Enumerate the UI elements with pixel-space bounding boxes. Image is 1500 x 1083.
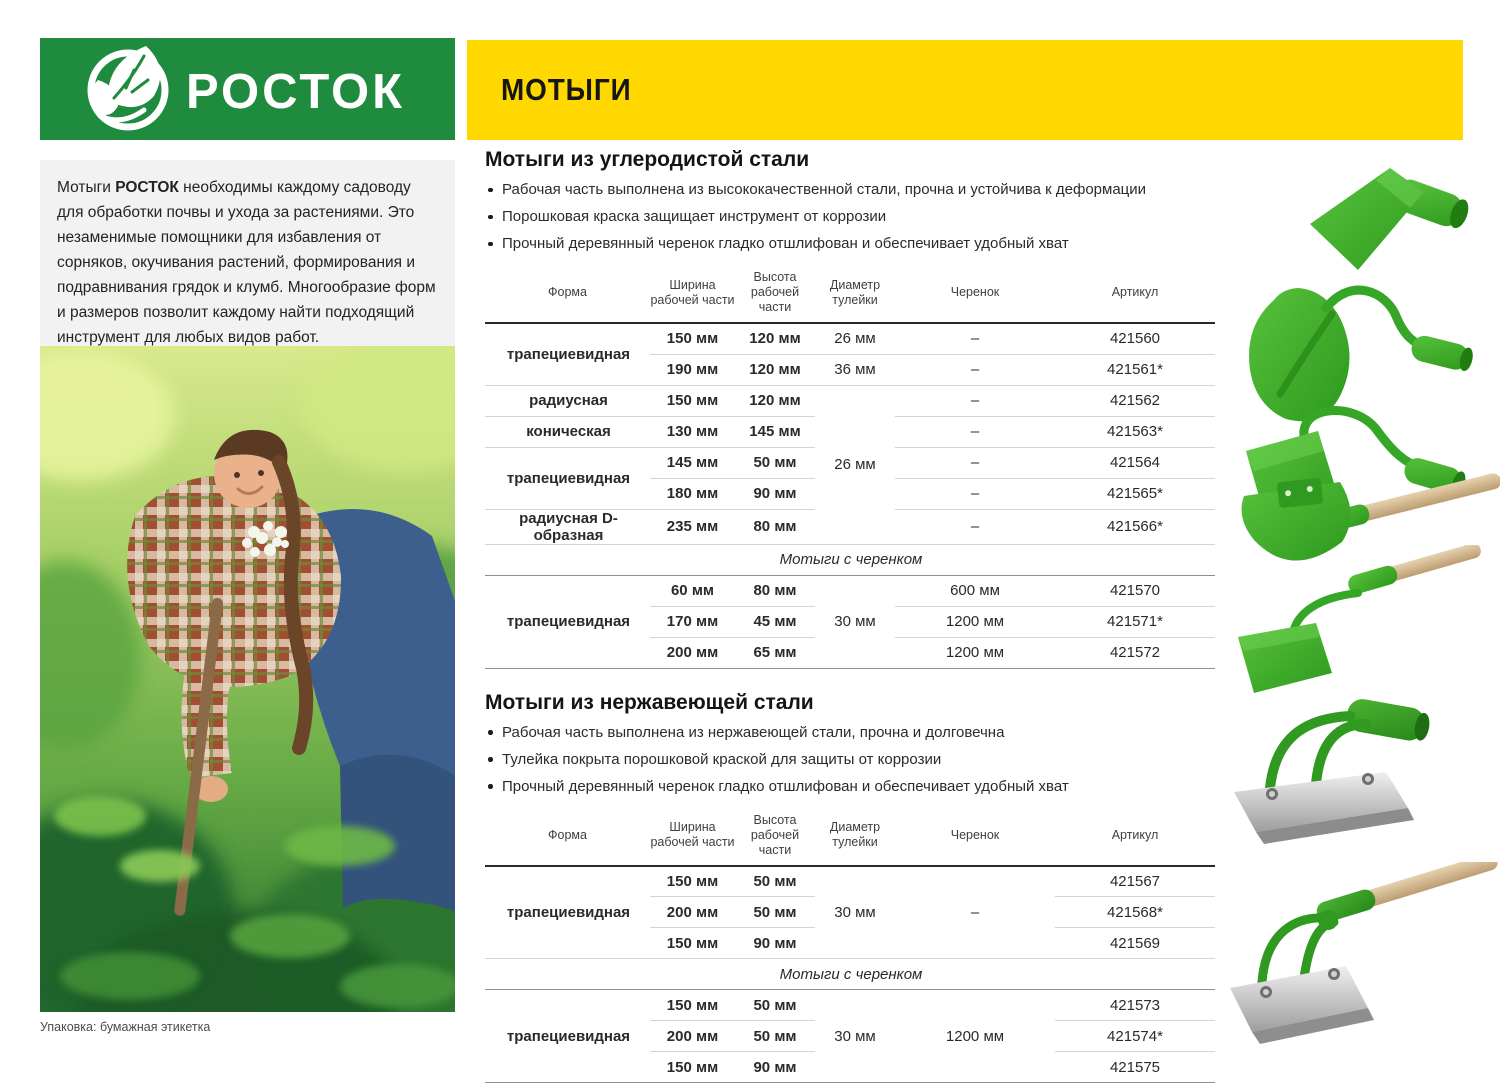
table-cell: 45 мм: [735, 606, 815, 637]
table-cell: 235 мм: [650, 509, 735, 544]
table-cell: 145 мм: [650, 447, 735, 478]
spec-table-stainless: [485, 808, 1215, 1083]
table-cell: 200 мм: [650, 897, 735, 928]
column-header: Ширина рабочей части: [650, 265, 735, 323]
table-cell: 80 мм: [735, 509, 815, 544]
bullet-item: Прочный деревянный черенок гладко отшлифован и обеспечивает удобный хват: [485, 230, 1215, 257]
table-row: [485, 575, 1215, 606]
intro-brand-bold: РОСТОК: [115, 179, 179, 196]
table-cell: 65 мм: [735, 637, 815, 668]
table-subheader-cell: Мотыги с черенком: [485, 544, 1215, 575]
brand-name: РОСТОК: [186, 65, 405, 119]
table-cell: 30 мм: [815, 866, 895, 959]
table-cell: трапециевидная: [485, 990, 650, 1083]
table-cell: 421568*: [1055, 897, 1215, 928]
table-cell: радиусная D-образная: [485, 509, 650, 544]
intro-paragraph: [57, 175, 438, 350]
table-cell: 90 мм: [735, 478, 815, 509]
column-header: Высота рабочей части: [735, 265, 815, 323]
table-cell: радиусная: [485, 385, 650, 416]
table-cell: 150 мм: [650, 990, 735, 1021]
table-subheader-cell: Мотыги с черенком: [485, 959, 1215, 990]
table-cell: 421567: [1055, 866, 1215, 897]
table-header-row: [485, 808, 1215, 866]
table-cell: –: [895, 416, 1055, 447]
column-header: Форма: [485, 265, 650, 323]
table-cell: –: [895, 509, 1055, 544]
table-cell: 50 мм: [735, 990, 815, 1021]
table-cell: 421569: [1055, 928, 1215, 959]
table-cell: 50 мм: [735, 866, 815, 897]
table-cell: 50 мм: [735, 897, 815, 928]
intro-text-run: необходимы каждому садоводу для обработки почвы и ухода за растениями. Это незаменимые помощники для избавления от сорняков, окучивания растений, формирования и подравнивания грядок и клумб. Многообразие форм и размеров позволит каждому найти подходящий инструмент для любых видов работ.: [57, 179, 436, 346]
bullet-item: Прочный деревянный черенок гладко отшлифован и обеспечивает удобный хват: [485, 773, 1215, 800]
table-cell: трапециевидная: [485, 575, 650, 668]
section-heading: Мотыги из углеродистой стали: [485, 148, 1215, 172]
table-subheader-row: [485, 959, 1215, 990]
table-cell: 421565*: [1055, 478, 1215, 509]
catalog-content: [485, 148, 1215, 1083]
brand-logo: [40, 38, 455, 140]
table-cell: 421564: [1055, 447, 1215, 478]
table-cell: 50 мм: [735, 1021, 815, 1052]
table-cell: –: [895, 478, 1055, 509]
table-cell: 30 мм: [815, 575, 895, 668]
brand-logo-banner: [40, 38, 455, 140]
table-cell: трапециевидная: [485, 866, 650, 959]
bullet-item: Порошковая краска защищает инструмент от коррозии: [485, 203, 1215, 230]
table-cell: 150 мм: [650, 928, 735, 959]
table-cell: 421563*: [1055, 416, 1215, 447]
table-cell: 60 мм: [650, 575, 735, 606]
table-cell: 200 мм: [650, 1021, 735, 1052]
table-cell: 421562: [1055, 385, 1215, 416]
table-cell: –: [895, 354, 1055, 385]
table-cell: –: [895, 323, 1055, 354]
table-cell: 600 мм: [895, 575, 1055, 606]
table-cell: 421575: [1055, 1052, 1215, 1083]
section-heading: Мотыги из нержавеющей стали: [485, 691, 1215, 715]
table-cell: 50 мм: [735, 447, 815, 478]
section-stainless-steel: [485, 691, 1215, 1083]
table-cell: 421572: [1055, 637, 1215, 668]
table-row: [485, 990, 1215, 1021]
table-cell: 170 мм: [650, 606, 735, 637]
column-header: Черенок: [895, 265, 1055, 323]
table-cell: 190 мм: [650, 354, 735, 385]
table-cell: 421574*: [1055, 1021, 1215, 1052]
table-cell: трапециевидная: [485, 323, 650, 385]
table-cell: 421561*: [1055, 354, 1215, 385]
table-row: [485, 866, 1215, 897]
table-cell: 90 мм: [735, 928, 815, 959]
table-cell: 421560: [1055, 323, 1215, 354]
table-cell: 421573: [1055, 990, 1215, 1021]
column-header: Черенок: [895, 808, 1055, 866]
table-cell: 26 мм: [815, 385, 895, 544]
column-header: Высота рабочей части: [735, 808, 815, 866]
table-cell: 80 мм: [735, 575, 815, 606]
table-cell: 150 мм: [650, 1052, 735, 1083]
table-cell: 150 мм: [650, 385, 735, 416]
table-cell: 145 мм: [735, 416, 815, 447]
page-title-banner: [467, 40, 1463, 140]
table-cell: 421571*: [1055, 606, 1215, 637]
bullet-item: Рабочая часть выполнена из высококачественной стали, прочна и устойчива к деформации: [485, 176, 1215, 203]
table-cell: коническая: [485, 416, 650, 447]
table-header-row: [485, 265, 1215, 323]
table-cell: 36 мм: [815, 354, 895, 385]
table-cell: 150 мм: [650, 323, 735, 354]
table-cell: 30 мм: [815, 990, 895, 1083]
table-cell: 421570: [1055, 575, 1215, 606]
table-cell: трапециевидная: [485, 447, 650, 509]
column-header: Ширина рабочей части: [650, 808, 735, 866]
product-photo-stainless-stirrup-hoe: [1226, 680, 1436, 865]
page-title: МОТЫГИ: [501, 72, 632, 108]
table-row: [485, 323, 1215, 354]
table-cell: 180 мм: [650, 478, 735, 509]
table-cell: 1200 мм: [895, 637, 1055, 668]
column-header: Диаметр тулейки: [815, 808, 895, 866]
table-cell: 26 мм: [815, 323, 895, 354]
intro-box: [40, 160, 455, 346]
table-cell: 1200 мм: [895, 990, 1055, 1083]
table-subheader-row: [485, 544, 1215, 575]
spec-table-carbon: [485, 265, 1215, 669]
product-photo-stainless-stirrup-hoe-with-handle: [1226, 862, 1500, 1060]
table-cell: –: [895, 866, 1055, 959]
feature-list: [485, 176, 1215, 257]
column-header: Артикул: [1055, 808, 1215, 866]
bullet-item: Рабочая часть выполнена из нержавеющей стали, прочна и долговечна: [485, 719, 1215, 746]
table-cell: –: [895, 447, 1055, 478]
table-cell: 120 мм: [735, 323, 815, 354]
table-cell: 120 мм: [735, 385, 815, 416]
section-carbon-steel: [485, 148, 1215, 669]
table-cell: 130 мм: [650, 416, 735, 447]
table-cell: 150 мм: [650, 866, 735, 897]
table-cell: 421566*: [1055, 509, 1215, 544]
table-cell: 120 мм: [735, 354, 815, 385]
garden-photo: [40, 346, 455, 1012]
table-cell: 90 мм: [735, 1052, 815, 1083]
feature-list: [485, 719, 1215, 800]
table-cell: 1200 мм: [895, 606, 1055, 637]
table-cell: –: [895, 385, 1055, 416]
packaging-caption: Упаковка: бумажная этикетка: [40, 1020, 210, 1034]
table-cell: 200 мм: [650, 637, 735, 668]
column-header: Диаметр тулейки: [815, 265, 895, 323]
table-row: [485, 385, 1215, 416]
intro-text-run: Мотыги: [57, 179, 115, 196]
column-header: Форма: [485, 808, 650, 866]
bullet-item: Тулейка покрыта порошковой краской для защиты от коррозии: [485, 746, 1215, 773]
column-header: Артикул: [1055, 265, 1215, 323]
